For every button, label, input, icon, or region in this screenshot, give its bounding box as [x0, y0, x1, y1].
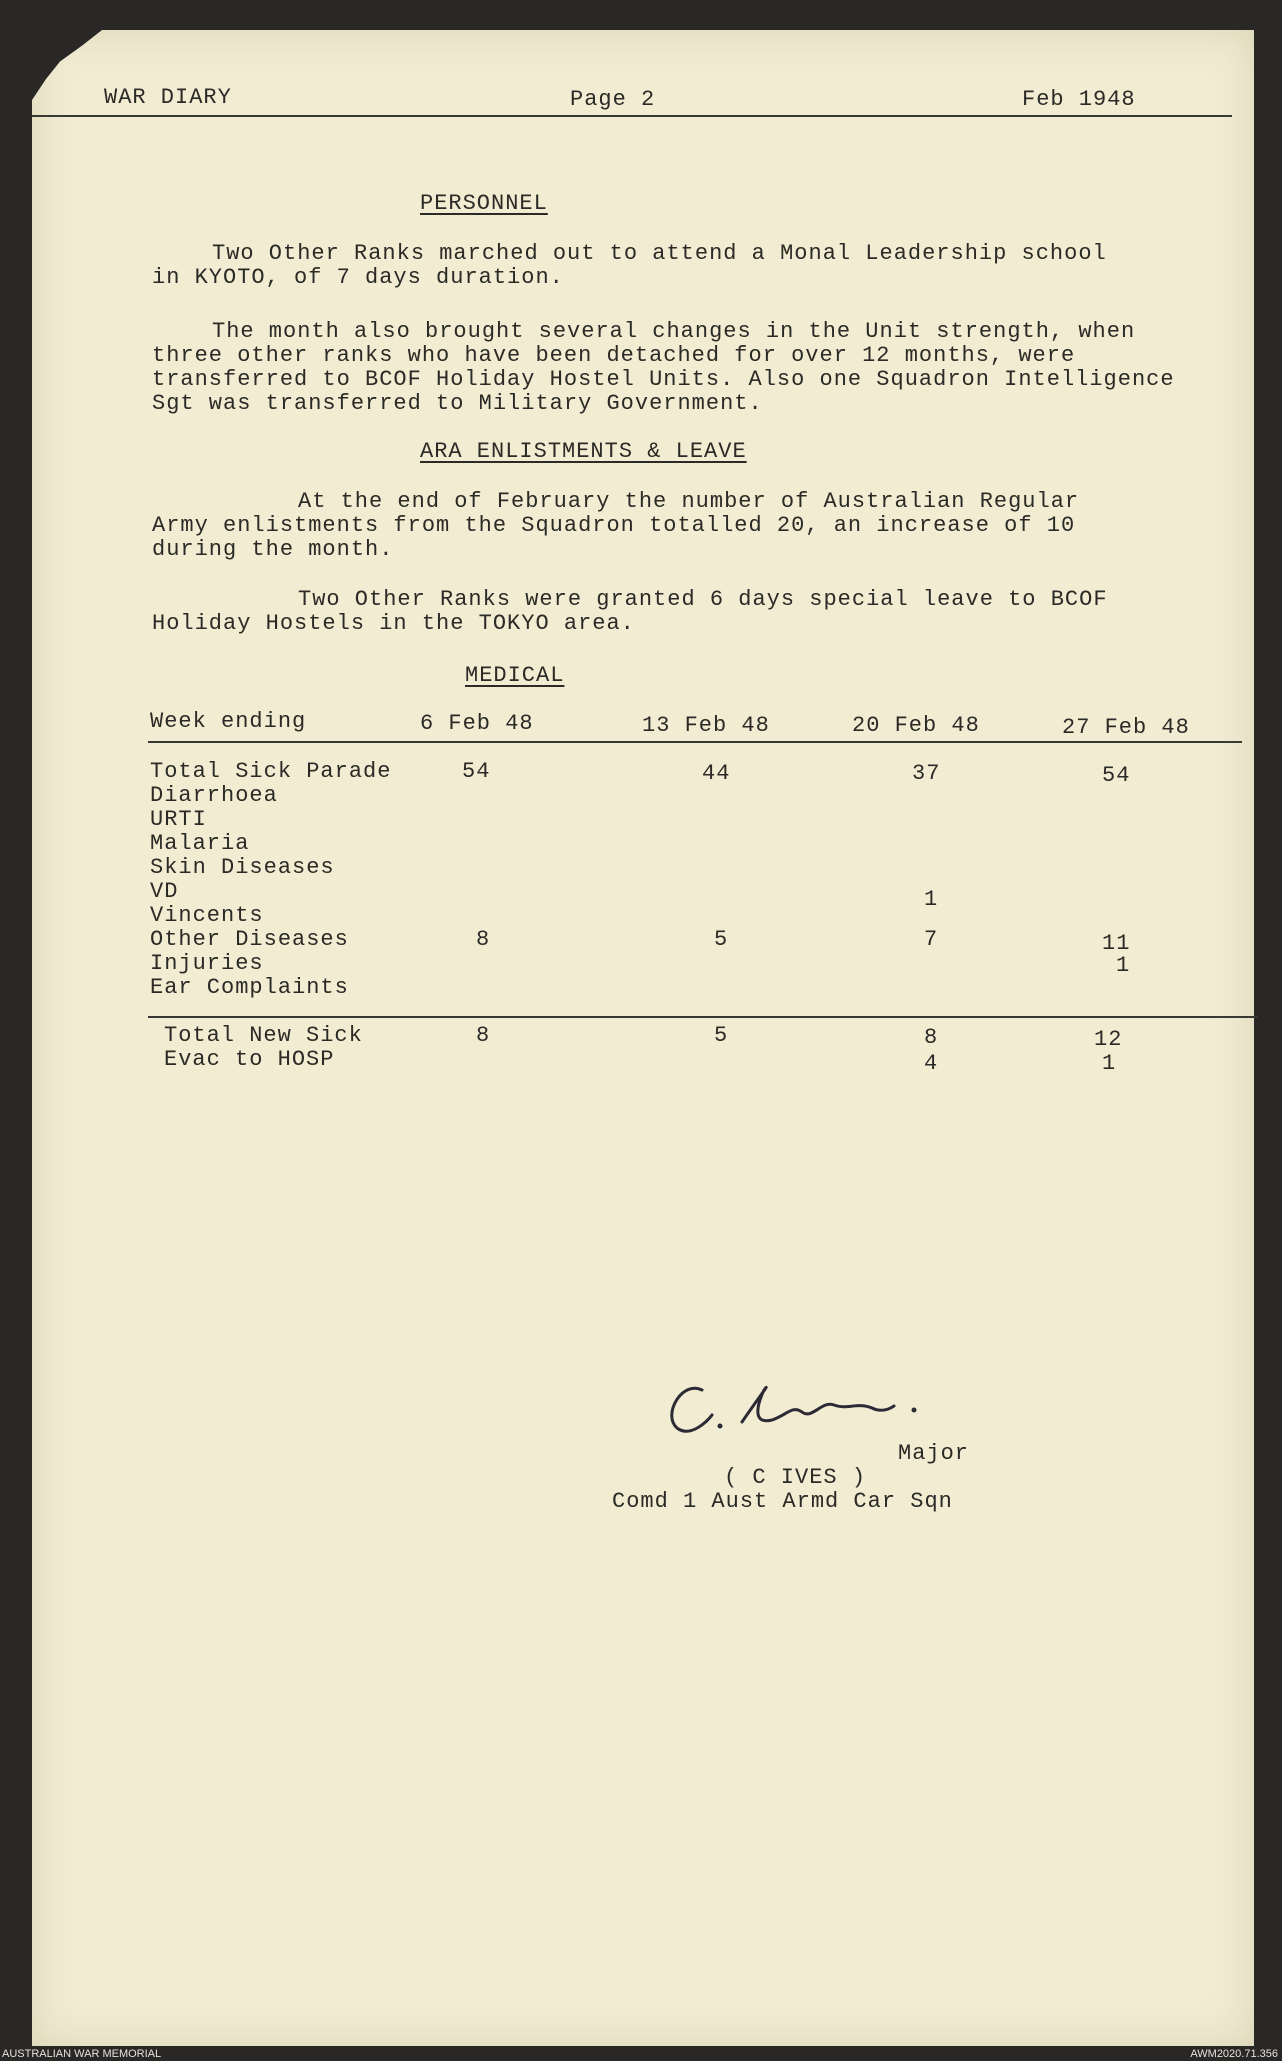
personnel-heading: PERSONNEL [420, 191, 548, 216]
row-label: Ear Complaints [150, 975, 349, 1000]
row-label: Skin Diseases [150, 855, 335, 880]
row-value: 54 [462, 759, 491, 784]
row-label: Injuries [150, 951, 264, 976]
header-date: Feb 1948 [1022, 87, 1136, 112]
footer-accession-number: AWM2020.71.356 [1190, 2048, 1278, 2060]
table-header-rule [148, 741, 1242, 743]
row-label: Malaria [150, 831, 250, 856]
row-value: 1 [924, 887, 939, 912]
row-label: Total Sick Parade [150, 759, 392, 784]
row-value: 7 [924, 927, 939, 952]
personnel-para-1: Two Other Ranks marched out to attend a Monal Leadership school in KYOTO, of 7 days duration. [152, 241, 1107, 290]
signatory-name: ( C IVES ) [724, 1465, 867, 1490]
signatory-appointment: Comd 1 Aust Armd Car Sqn [612, 1489, 953, 1514]
row-label: Diarrhoea [150, 783, 278, 808]
row-value: 5 [714, 927, 729, 952]
total-value: 8 [476, 1023, 491, 1048]
total-value: 12 [1094, 1027, 1123, 1052]
medical-heading: MEDICAL [465, 663, 565, 688]
ara-para-2: Two Other Ranks were granted 6 days special leave to BCOF Holiday Hostels in the TOKYO area. [152, 587, 1108, 636]
signatory-rank: Major [898, 1441, 970, 1466]
table-header-col: 27 Feb 48 [1062, 715, 1190, 740]
ara-heading: ARA ENLISTMENTS & LEAVE [420, 439, 747, 464]
row-value: 44 [702, 761, 731, 786]
row-value: 37 [912, 761, 941, 786]
table-header-col: 6 Feb 48 [420, 711, 534, 736]
total-value: 8 [924, 1025, 939, 1050]
document-page [32, 30, 1254, 2046]
header-rule [32, 115, 1232, 117]
handwritten-signature [662, 1360, 932, 1450]
personnel-para-2: The month also brought several changes in the Unit strength, when three other ranks who have been detached for over 12 months, were transferred to BCOF Holiday Hostel Units. Also one Squadron Intelligence Sgt was transferred to Military Government. [152, 319, 1175, 416]
total-label: Total New Sick [164, 1023, 363, 1048]
row-label: Vincents [150, 903, 264, 928]
row-value: 1 [1116, 953, 1131, 978]
row-label: VD [150, 879, 179, 904]
header-page-number: Page 2 [570, 87, 656, 112]
header-war-diary: WAR DIARY [104, 85, 232, 110]
row-value: 8 [476, 927, 491, 952]
total-value: 4 [924, 1051, 939, 1076]
table-header-label: Week ending [150, 709, 307, 734]
total-label: Evac to HOSP [164, 1047, 335, 1072]
row-label: URTI [150, 807, 207, 832]
table-header-col: 20 Feb 48 [852, 713, 980, 738]
footer-credit: AUSTRALIAN WAR MEMORIAL [2, 2048, 162, 2060]
row-value: 11 [1102, 931, 1131, 956]
total-value: 1 [1102, 1051, 1117, 1076]
total-value: 5 [714, 1023, 729, 1048]
ara-para-1: At the end of February the number of Australian Regular Army enlistments from the Squadron totalled 20, an increase of 10 during the month. [152, 489, 1080, 562]
table-totals-rule [148, 1016, 1258, 1018]
row-value: 54 [1102, 763, 1131, 788]
row-label: Other Diseases [150, 927, 349, 952]
table-header-col: 13 Feb 48 [642, 713, 770, 738]
